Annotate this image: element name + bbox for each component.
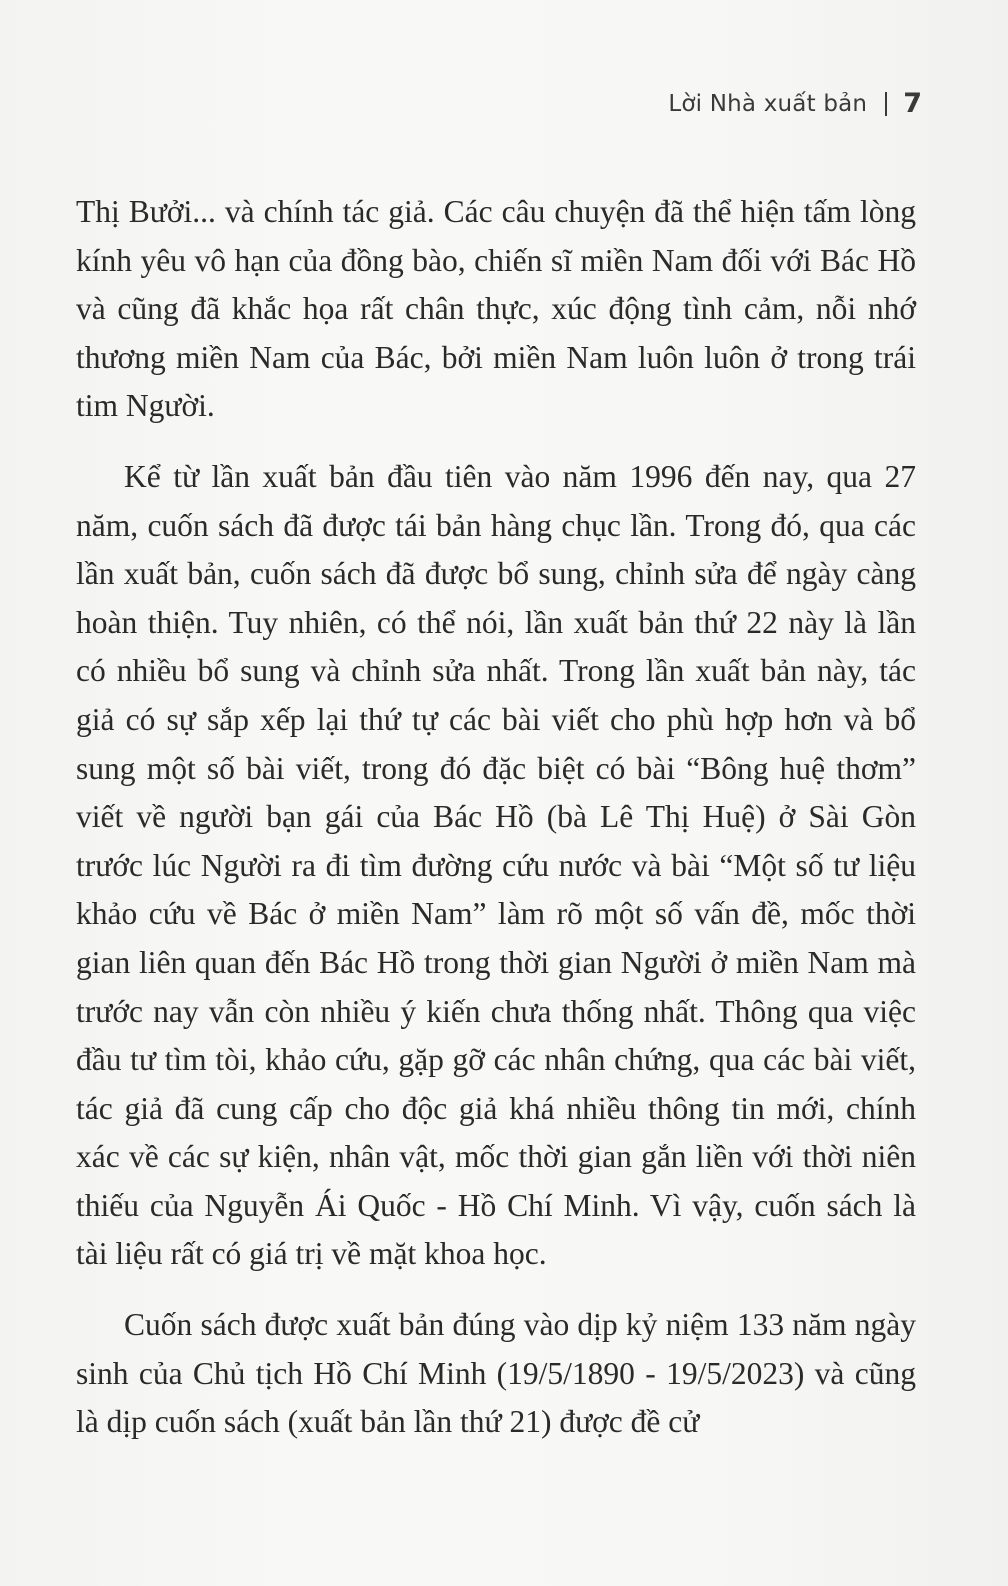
running-header xyxy=(668,88,922,119)
paragraph-1: Thị Bưởi... và chính tác giả. Các câu chuyện đã thể hiện tấm lòng kính yêu vô hạn của đồng bào, chiến sĩ miền Nam đối với Bác Hồ và cũng đã khắc họa rất chân thực, xúc động tình cảm, nỗi nhớ thương miền Nam của Bác, bởi miền Nam luôn luôn ở trong trái tim Người. xyxy=(76,194,916,424)
page-number: 7 xyxy=(903,88,922,119)
paragraph-3: Cuốn sách được xuất bản đúng vào dịp kỷ niệm 133 năm ngày sinh của Chủ tịch Hồ Chí Minh (19/5/1890 - 19/5/2023) và cũng là dịp cuốn sách (xuất bản lần thứ 21) được đề cử xyxy=(76,1307,916,1440)
header-divider xyxy=(885,92,887,116)
header-title: Lời Nhà xuất bản xyxy=(668,90,868,117)
body-text xyxy=(76,188,916,1469)
paragraph-2: Kể từ lần xuất bản đầu tiên vào năm 1996 đến nay, qua 27 năm, cuốn sách đã được tái bản hàng chục lần. Trong đó, qua các lần xuất bản, cuốn sách đã được bổ sung, chỉnh sửa để ngày càng hoàn thiện. Tuy nhiên, có thể nói, lần xuất bản thứ 22 này là lần có nhiều bổ sung và chỉnh sửa nhất. Trong lần xuất bản này, tác giả có sự sắp xếp lại thứ tự các bài viết cho phù hợp hơn và bổ sung một số bài viết, trong đó đặc biệt có bài “Bông huệ thơm” viết về người bạn gái của Bác Hồ (bà Lê Thị Huệ) ở Sài Gòn trước lúc Người ra đi tìm đường cứu nước và bài “Một số tư liệu khảo cứu về Bác ở miền Nam” làm rõ một số vấn đề, mốc thời gian liên quan đến Bác Hồ trong thời gian Người ở miền Nam mà trước nay vẫn còn nhiều ý kiến chưa thống nhất. Thông qua việc đầu tư tìm tòi, khảo cứu, gặp gỡ các nhân chứng, qua các bài viết, tác giả đã cung cấp cho độc giả khá nhiều thông tin mới, chính xác về các sự kiện, nhân vật, mốc thời gian gắn liền với thời niên thiếu của Nguyễn Ái Quốc - Hồ Chí Minh. Vì vậy, cuốn sách là tài liệu rất có giá trị về mặt khoa học. xyxy=(76,458,916,1272)
